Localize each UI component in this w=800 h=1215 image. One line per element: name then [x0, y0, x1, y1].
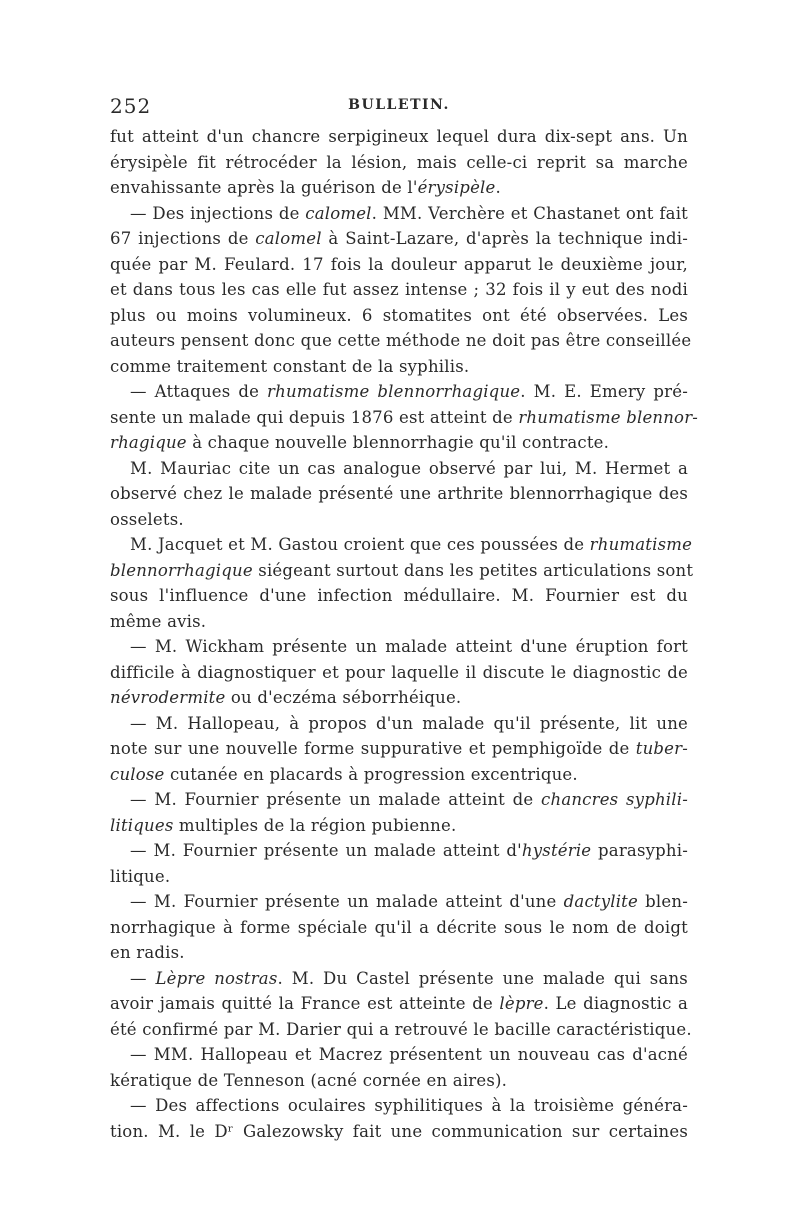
page-header — [110, 94, 688, 122]
text-line: été confirmé par M. Darier qui a retrouvé le bacille caractéristique. — [110, 1019, 692, 1039]
text-line: — M. Fournier présente un malade atteint d'une dactylite blen- — [130, 892, 688, 911]
text-line: sous l'influence d'une infection médullaire. M. Fournier est du — [110, 586, 688, 605]
text-line: — Lèpre nostras. M. Du Castel présente une malade qui sans — [130, 968, 688, 988]
text-line: — M. Hallopeau, à propos d'un malade qu'il présente, lit une — [130, 713, 688, 733]
text-line: plus ou moins volumineux. 6 stomatites ont été observées. Les — [110, 305, 688, 325]
text-line: osselets. — [110, 509, 184, 529]
text-line: tion. M. le Dʳ Galezowsky fait une communication sur certaines — [110, 1121, 688, 1141]
text-line: — M. Fournier présente un malade atteint de chancres syphili- — [130, 790, 688, 809]
text-line: litiques multiples de la région pubienne. — [110, 815, 457, 835]
text-line: avoir jamais quitté la France est atteinte de lèpre. Le diagnostic a — [110, 994, 688, 1013]
page-number: 252 — [110, 94, 152, 118]
text-line: et dans tous les cas elle fut assez intense ; 32 fois il y eut des nodi — [110, 280, 688, 299]
text-line: en radis. — [110, 943, 185, 962]
text-line: même avis. — [110, 611, 207, 631]
text-line: — MM. Hallopeau et Macrez présentent un nouveau cas d'acné — [130, 1045, 688, 1064]
text-line: rhagique à chaque nouvelle blennorrhagie qu'il contracte. — [110, 433, 610, 452]
text-line: kératique de Tenneson (acné cornée en aires). — [110, 1070, 508, 1090]
text-line: M. Mauriac cite un cas analogue observé par lui, M. Hermet a — [130, 458, 688, 478]
text-line: — M. Wickham présente un malade atteint d'une éruption fort — [130, 637, 688, 656]
text-line: comme traitement constant de la syphilis. — [110, 356, 470, 376]
text-line: sente un malade qui depuis 1876 est atteint de rhumatisme blennor- — [110, 407, 699, 427]
text-line: litique. — [110, 866, 171, 886]
text-line: difficile à diagnostiquer et pour laquelle il discute le diagnostic de — [110, 662, 688, 682]
text-line: M. Jacquet et M. Gastou croient que ces poussées de rhumatisme — [130, 535, 693, 554]
text-line: norrhagique à forme spéciale qu'il a décrite sous le nom de doigt — [110, 917, 688, 937]
text-line: névrodermite ou d'eczéma séborrhéique. — [110, 688, 462, 707]
text-line: 67 injections de calomel à Saint-Lazare, d'après la technique indi- — [110, 229, 688, 248]
text-line: érysipèle fit rétrocéder la lésion, mais celle-ci reprit sa marche — [110, 152, 688, 172]
text-line: quée par M. Feulard. 17 fois la douleur apparut le deuxième jour, — [110, 254, 688, 274]
text-line: culose cutanée en placards à progression excentrique. — [110, 764, 578, 784]
text-line: — Des injections de calomel. MM. Verchère et Chastanet ont fait — [130, 203, 688, 223]
text-line: — Des affections oculaires syphilitiques à la troisième généra- — [130, 1096, 688, 1115]
text-line: — Attaques de rhumatisme blennorrhagique. M. E. Emery pré- — [130, 382, 688, 401]
running-head: BULLETIN. — [348, 97, 450, 113]
text-line: auteurs pensent donc que cette méthode ne doit pas être conseillée — [110, 331, 692, 350]
text-line: envahissante après la guérison de l'érysipèle. — [110, 178, 501, 197]
body-text — [110, 124, 699, 1144]
text-line: note sur une nouvelle forme suppurative et pemphigoïde de tuber- — [110, 739, 688, 758]
text-line: blennorrhagique siégeant surtout dans les petites articulations sont — [110, 560, 694, 580]
text-line: — M. Fournier présente un malade atteint d'hystérie parasyphi- — [130, 841, 688, 860]
text-line: fut atteint d'un chancre serpigineux lequel dura dix-sept ans. Un — [110, 127, 688, 146]
text-line: observé chez le malade présenté une arthrite blennorrhagique des — [110, 484, 688, 503]
